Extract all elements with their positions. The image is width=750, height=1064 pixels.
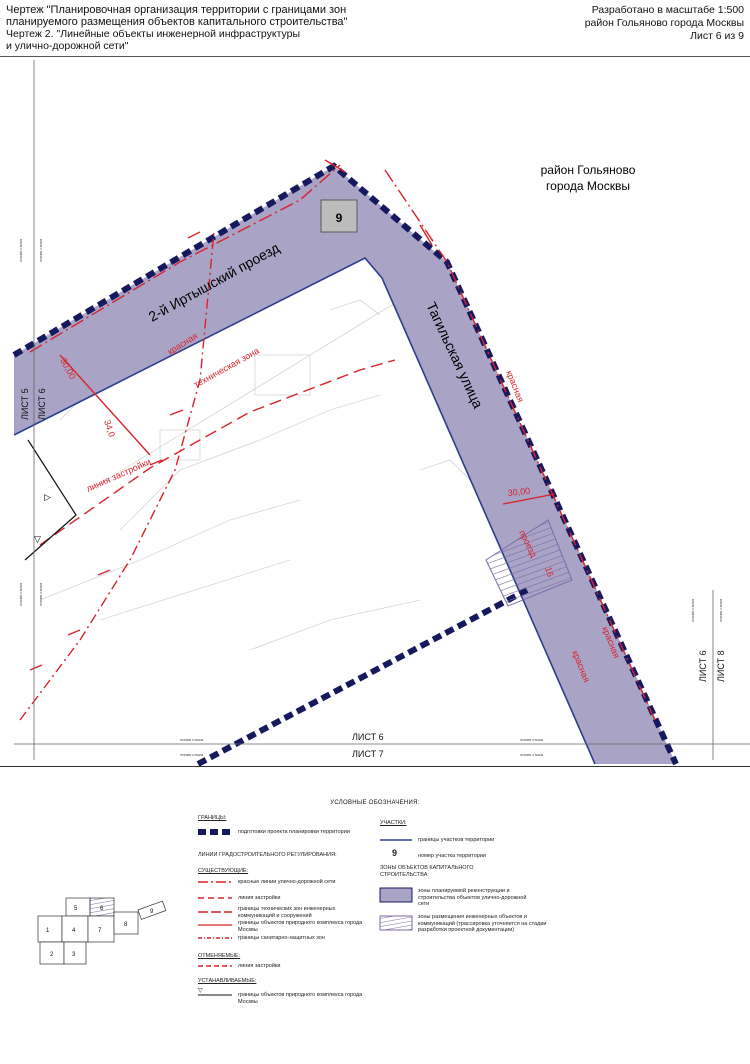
- title-line-3: Чертеж 2. "Линейные объекты инженерной инфраструктуры: [6, 28, 301, 40]
- key-cell-5: 5: [74, 906, 78, 912]
- street-tagil: Тагильская улица: [423, 299, 487, 411]
- legend-boundaries-head: ГРАНИЦЫ:: [198, 815, 227, 821]
- label-tech-zone: техническая зона: [192, 345, 261, 390]
- legend-zone-utilities-label: зоны размещения инженерных объектов и коммуникаций (трассировка уточняется на стадии разработки проектной документации): [418, 914, 547, 933]
- district-line-2: города Москвы: [546, 179, 630, 193]
- label-krasnye-3: красная: [570, 649, 592, 684]
- district-line-1: район Гольяново: [540, 163, 636, 177]
- sheet-label-5: ЛИСТ 5: [20, 388, 30, 420]
- key-cell-3: 3: [72, 952, 76, 958]
- label-krasnye-2: красная: [504, 369, 526, 404]
- legend-symbols: [0, 770, 750, 1064]
- road-zone: [14, 166, 676, 764]
- join-line-label-4: линия стыка: [38, 582, 43, 606]
- legend-zone-utilities-symbol: [380, 916, 412, 930]
- sheet-label-6-bottom: ЛИСТ 6: [352, 732, 384, 742]
- sheet-label-6-right: ЛИСТ 6: [698, 650, 708, 682]
- label-build-line: линия застройки: [84, 456, 153, 494]
- scale-label: Разработано в масштабе 1:500: [591, 4, 744, 16]
- legend-nature-label: границы объектов природного комплекса города Москвы: [238, 920, 363, 933]
- district-label: район Гольяново города Москвы: [584, 17, 744, 29]
- key-cell-6: 6: [100, 906, 104, 912]
- legend-triangle-icon: ▽: [198, 988, 203, 994]
- legend-tech-zones-label: границы технических зон инженерных коммуникаций и сооружений: [238, 906, 336, 919]
- label-proezd: проезд: [517, 528, 539, 559]
- dim-label-4: 16: [543, 565, 556, 579]
- key-cell-8: 8: [124, 922, 128, 928]
- sheet-label-7: ЛИСТ 7: [352, 749, 384, 759]
- legend-build-line-label: линия застройки: [238, 895, 281, 901]
- legend-parcel-number-label: номер участка территории: [418, 853, 487, 859]
- join-line-label-10: линия стыка: [520, 752, 544, 757]
- legend-established-label: границы объектов природного комплекса города Москвы: [238, 992, 363, 1005]
- dim-label-2: 34,0: [102, 418, 118, 439]
- legend-sanitary-label: границы санитарно-защитных зон: [238, 935, 325, 941]
- legend-cancel-build-label: линия застройки: [238, 963, 281, 969]
- legend-existing-head: СУЩЕСТВУЮЩИЕ:: [198, 868, 249, 874]
- label-krasnye-4: красная: [600, 625, 622, 660]
- legend-established-head: УСТАНАВЛИВАЕМЫЕ:: [198, 978, 257, 984]
- title-line-1: Чертеж "Планировочная организация территории с границами зон: [6, 4, 347, 16]
- key-cell-4: 4: [72, 928, 76, 934]
- sheet-label-6-left: ЛИСТ 6: [37, 388, 47, 420]
- dim-label-1: 30,00: [58, 356, 78, 381]
- street-irtysh: 2-й Иртышский проезд: [145, 239, 283, 325]
- legend-parcel-bounds-label: границы участков территории: [418, 837, 495, 843]
- legend-red-lines-label: красные линии улично-дорожной сети: [238, 879, 336, 885]
- legend-zone-reconstruction-label: зоны планируемой реконструкции и строительства объектов улично-дорожной сети: [418, 888, 527, 907]
- legend-zones-head: ЗОНЫ ОБЪЕКТОВ КАПИТАЛЬНОГО СТРОИТЕЛЬСТВА:: [380, 865, 474, 878]
- map-divider: [0, 766, 750, 767]
- title-line-2: планируемого размещения объектов капитального строительства": [6, 16, 348, 28]
- legend-title: УСЛОВНЫЕ ОБОЗНАЧЕНИЯ:: [330, 800, 420, 806]
- key-cell-1: 1: [46, 928, 50, 934]
- join-line-label-5: линия стыка: [690, 598, 695, 622]
- legend-parcel-number-symbol: 9: [392, 848, 398, 858]
- join-lines: [14, 60, 750, 760]
- legend-cancelled-head: ОТМЕНЯЕМЫЕ:: [198, 953, 241, 959]
- join-line-label-7: линия стыка: [180, 737, 204, 742]
- legend-boundary-item: подготовки проекта планировки территории: [238, 829, 350, 835]
- join-line-label-6: линия стыка: [718, 598, 723, 622]
- triangle-marker-2: ▽: [34, 534, 41, 544]
- join-line-label-1: линия стыка: [18, 238, 23, 262]
- dim-label-3: 30,00: [507, 485, 531, 498]
- key-cell-2: 2: [50, 952, 54, 958]
- legend-parcels-head: УЧАСТКИ:: [380, 820, 407, 826]
- join-line-label-2: линия стыка: [38, 238, 43, 262]
- join-line-label-8: линия стыка: [520, 737, 544, 742]
- label-krasnye-1: красная: [165, 330, 200, 357]
- legend-regulation-head: ЛИНИИ ГРАДОСТРОИТЕЛЬНОГО РЕГУЛИРОВАНИЯ:: [198, 852, 337, 858]
- sheet-label-8: ЛИСТ 8: [716, 650, 726, 682]
- key-cell-7: 7: [98, 928, 102, 934]
- triangle-marker-1: ▷: [44, 492, 51, 502]
- key-cell-9: 9: [150, 909, 154, 915]
- title-line-4: и улично-дорожной сети": [6, 40, 129, 52]
- sheet-number: Лист 6 из 9: [690, 30, 744, 42]
- legend-zone-reconstruction-symbol: [380, 888, 412, 902]
- parcel-number: 9: [335, 211, 343, 225]
- legend: [0, 770, 750, 1064]
- join-line-label-9: линия стыка: [180, 752, 204, 757]
- join-line-label-3: линия стыка: [18, 582, 23, 606]
